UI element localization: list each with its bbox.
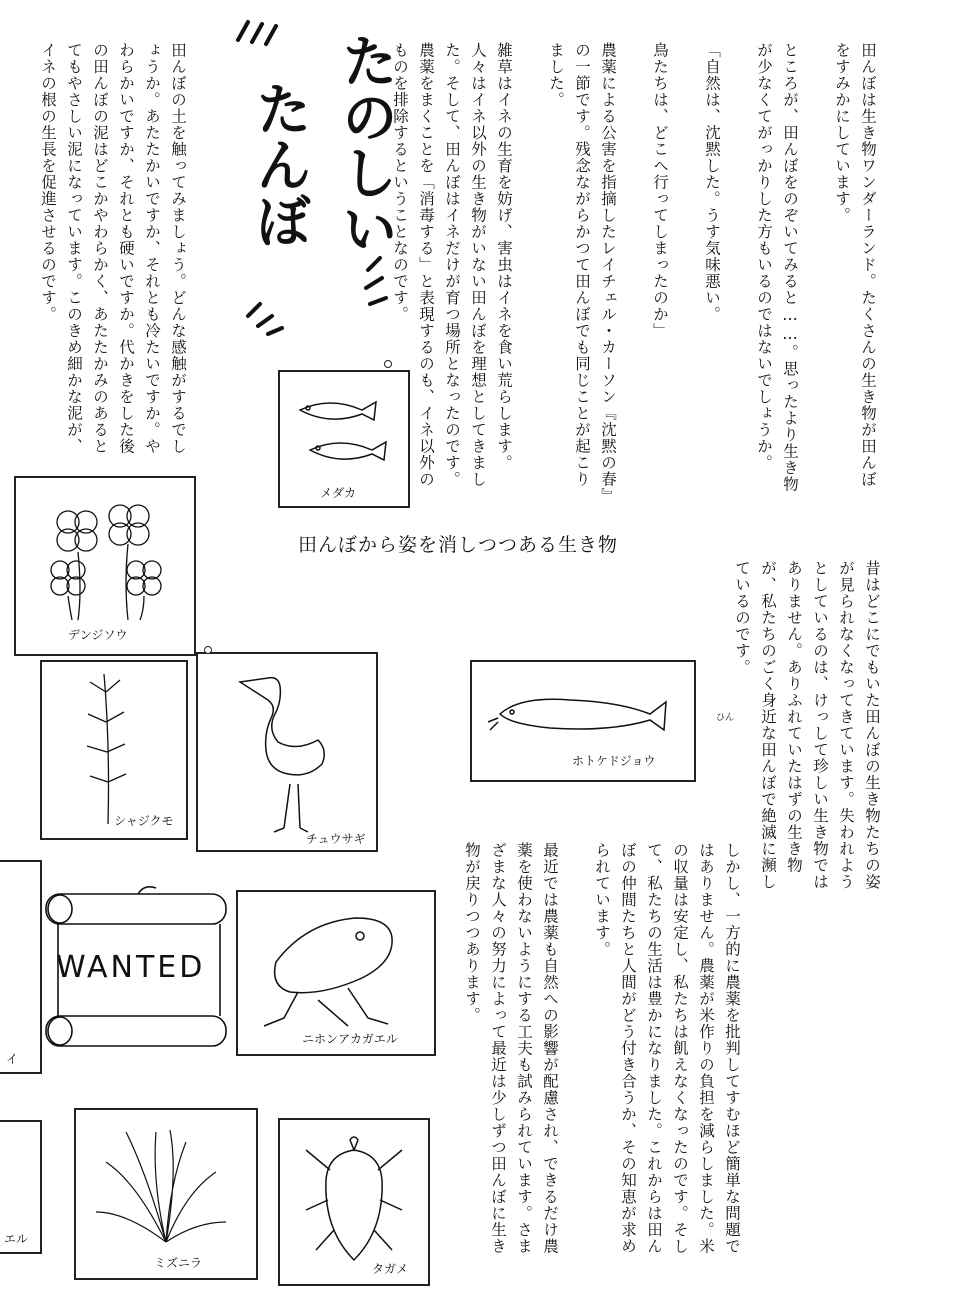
title-line-1: たのしい — [333, 32, 398, 256]
card-denjisou — [14, 476, 196, 656]
paragraph: 鳥たちは、どこへ行ってしまったのか」 — [651, 42, 669, 339]
article-column-b — [9, 42, 217, 462]
paragraph: 雑草はイネの生育を妨げ、害虫はイネを食い荒らします。人々はイネ以外の生き物がいない田んぼを理想としてきました。そして、田んぼはイネだけが育つ場所となったのです。農薬をまくことを「消毒する」と表現するのも、イネ以外のものを排除するということなのです。 — [391, 42, 513, 488]
card-label: イ — [6, 1052, 19, 1066]
paragraph: 「自然は、沈黙した。うす気味悪い。 — [703, 42, 721, 323]
card-edge-top — [0, 860, 42, 1074]
article-column-d — [433, 842, 771, 1267]
paragraph: 昔はどこにでもいた田んぼの生き物たちの姿が見られなくなってきています。失われようとしているのは、けっして珍しい生き物ではありません。ありふれていたはずの生き物が、私たちのごく身近な田んぼで絶滅に瀕しているのです。 — [733, 560, 881, 890]
paragraph: 田んぼの土を触ってみましょう。どんな感触がするでしょうか。あたたかいですか、それとも冷たいですか。やわらかいですか、それとも硬いですか。代かきをした後の田んぼの泥はどこかやわらかく、あたたかみのあるとてもやさしい泥になっています。このきめ細かな泥が、イネの根の生長を促進させるのです。 — [39, 42, 187, 455]
paragraph: ところが、田んぼをのぞいてみると……。思ったより生き物が少なくてがっかりした方もいるのではないでしょうか。 — [755, 42, 799, 493]
paragraph: 農薬による公害を指摘したレイチェル・カーソン『沈黙の春』の一節です。残念ながらかつて田んぼでも同じことが起こりました。 — [547, 42, 617, 497]
paragraph: しかし、一方的に農薬を批判してすむほど簡単な問題ではありません。農薬が米作りの負担を減らしました。米の収量は安定し、私たちは飢えなくなったのです。そして、私たちの生活は豊かになりました。これからは田んぼの仲間たちと人間がどう付き合うか、その知恵が求められています。 — [593, 842, 741, 1255]
card-label: メダカ — [320, 486, 357, 500]
card-label: シャジクモ — [114, 814, 174, 828]
paragraph: 最近では農薬も自然への影響が配慮され、できるだけ農薬を使わないようにする工夫も試みられています。さまざまな人々の努力によって最近は少しずつ田んぼに生き物が戻りつつあります。 — [463, 842, 559, 1255]
card-label: タガメ — [372, 1262, 409, 1276]
paragraph: 田んぼは生き物ワンダーランド。たくさんの生き物が田んぼをすみかにしています。 — [833, 42, 877, 488]
mizunira-drawing — [76, 1110, 256, 1278]
card-hotokedojou — [470, 660, 696, 782]
card-nihonakagaeru — [236, 890, 436, 1056]
card-label: ミズニラ — [154, 1256, 203, 1270]
furigana: ひん — [716, 713, 735, 723]
card-medaka — [278, 370, 410, 508]
card-label: チュウサギ — [306, 832, 366, 846]
card-label: ニホンアカガエル — [302, 1032, 398, 1046]
card-label: ホトケドジョウ — [572, 754, 656, 768]
pin-icon — [204, 646, 212, 654]
card-shajikumo — [40, 660, 188, 840]
card-tagame — [278, 1118, 430, 1286]
article-column-a — [361, 42, 907, 497]
card-label: エル — [4, 1232, 29, 1246]
wanted-text: WANTED — [56, 950, 206, 985]
section-caption: 田んぼから姿を消しつつある生き物 — [298, 534, 619, 556]
card-label: デンジソウ — [68, 628, 128, 642]
card-edge-bottom — [0, 1120, 42, 1254]
title-line-2: たんぼ — [247, 80, 312, 248]
pin-icon — [384, 360, 392, 368]
wanted-poster — [44, 890, 230, 1050]
card-chuusagi — [196, 652, 378, 852]
card-mizunira — [74, 1108, 258, 1280]
chuusagi-drawing — [198, 654, 376, 850]
